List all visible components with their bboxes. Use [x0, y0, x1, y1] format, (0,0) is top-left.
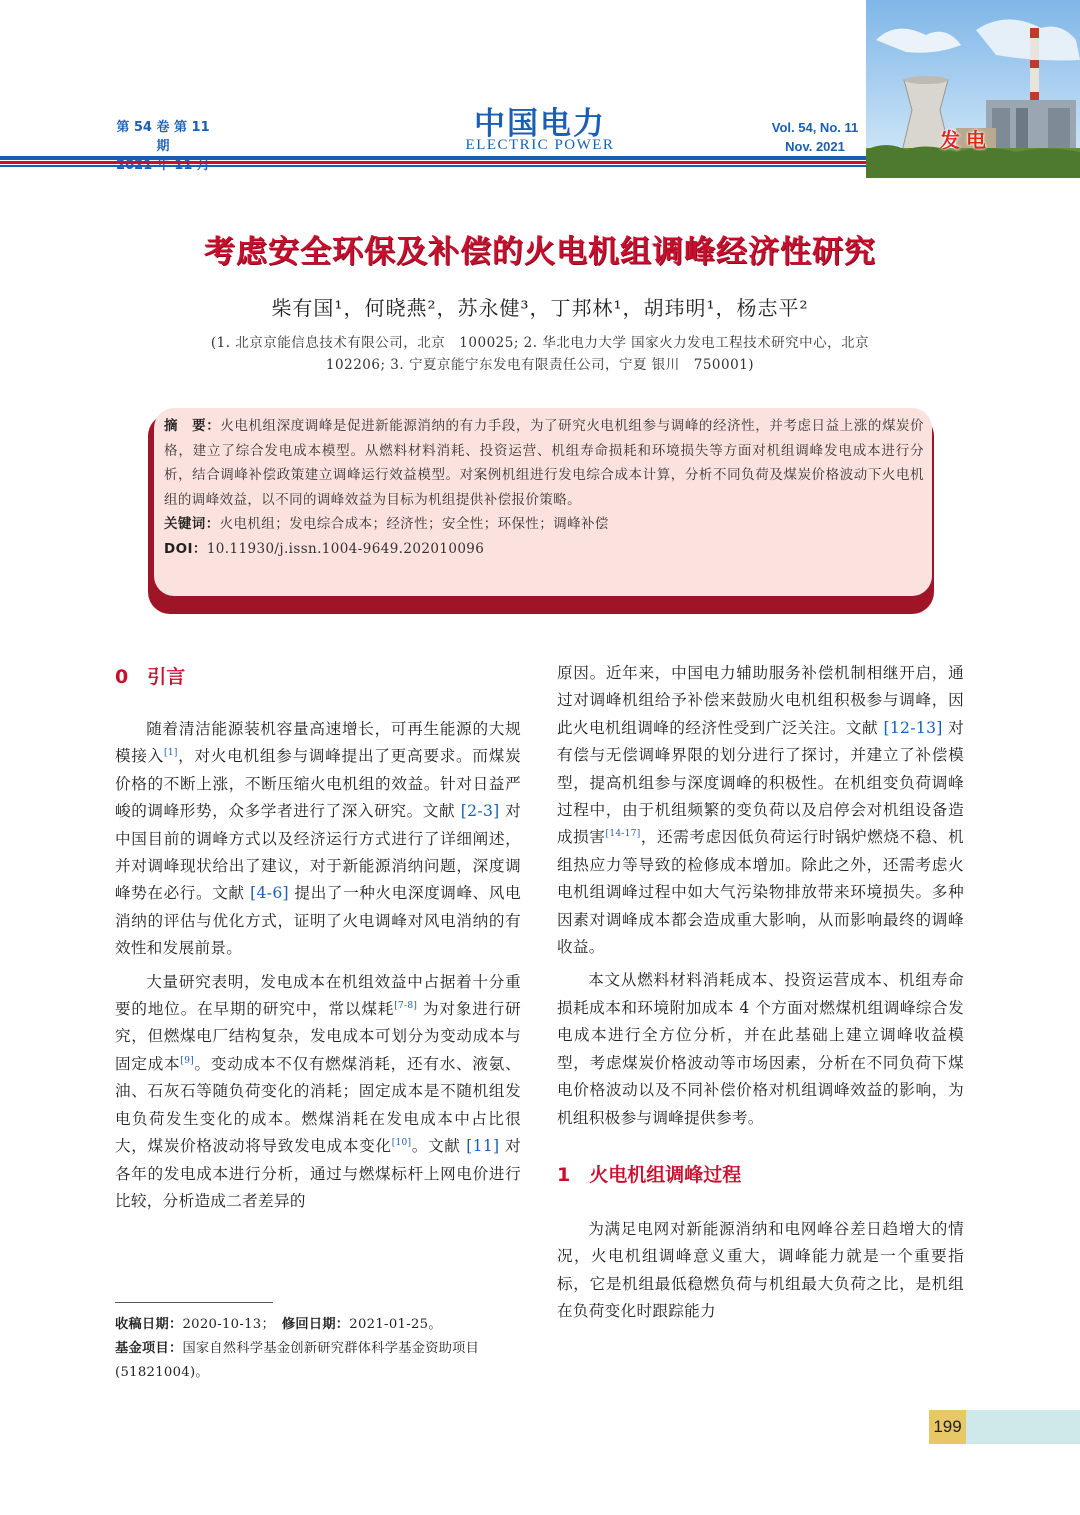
received-label: 收稿日期：: [115, 1317, 183, 1332]
header-rule-red: [0, 161, 866, 164]
paper-title: 考虑安全环保及补偿的火电机组调峰经济性研究: [204, 234, 876, 270]
affiliation-line: 102206; 3. 宁夏京能宁东发电有限责任公司，宁夏 银川 750001): [325, 357, 755, 373]
text-run: 原因。近年来，中国电力辅助服务补偿机制相继开启，通过对调峰机组给予补偿来鼓励火电机组积极参与调峰，因此火电机组调峰的经济性受到广泛关注。文献: [557, 664, 964, 737]
paragraph: [115, 969, 521, 1216]
author-list: 柴有国¹，何晓燕²，苏永健³，丁邦林¹，胡玮明¹，杨志平²: [271, 296, 809, 320]
doi: [164, 537, 924, 562]
paragraph: 本文从燃料材料消耗成本、投资运营成本、机组寿命损耗成本和环境附加成本 4 个方面对燃煤机组调峰综合发电成本进行全方位分析，并在此基础上建立调峰收益模型，考虑煤炭价格波动等市场因素，分析在不同负荷下煤电价格波动以及不同补偿价格对机组调峰效益的影响，为机组积极参与调峰提供参考。: [557, 971, 964, 1127]
paragraph: 为满足电网对新能源消纳和电网峰谷差日趋增大的情况，火电机组调峰意义重大，调峰能力就是一个重要指标，它是机组最低稳燃负荷与机组最大负荷之比，是机组在负荷变化时跟踪能力: [557, 1219, 964, 1321]
funding-label: 基金项目：: [115, 1341, 183, 1356]
citation-link[interactable]: [7-8]: [394, 1000, 418, 1011]
text-run: 大量研究表明，发电成本在机组效益中占据着十分重要的地位。在早期的研究中，常以煤耗: [115, 972, 521, 1019]
footnote: [115, 1313, 521, 1385]
citation-link[interactable]: [11]: [466, 1137, 500, 1156]
keywords: [164, 512, 924, 537]
abstract-label: 摘 要：: [164, 418, 221, 434]
citation-link[interactable]: [1]: [164, 748, 178, 759]
text-run: 。文献: [411, 1137, 467, 1156]
header-rule-blue-thin: [0, 165, 866, 167]
funding: [115, 1337, 521, 1385]
journal-title-cn: 中国电力: [474, 106, 606, 142]
abstract-body: [164, 414, 924, 512]
text-run: 对中国目前的调峰方式以及经济运行方式进行了详细阐述，并对调峰现状给出了建议，对于新能源消纳问题，深度调峰势在必行。文献: [115, 802, 522, 903]
funding-text: 国家自然科学基金创新研究群体科学基金资助项目 (51821004)。: [115, 1341, 480, 1380]
paragraph: [557, 660, 964, 961]
affiliations: [140, 332, 940, 376]
revised-label: 修回日期：: [281, 1317, 350, 1332]
footnote-rule: [115, 1302, 273, 1303]
doi-link[interactable]: 10.11930/j.issn.1004-9649.202010096: [206, 540, 485, 557]
text-run: ，还需考虑因低负荷运行时锅炉燃烧不稳、机组热应力等导致的检修成本增加。除此之外，还需考虑火电机组调峰过程中如大气污染物排放带来环境损失。多种因素对调峰成本都会造成重大影响，从而影响最终的调峰收益。: [557, 828, 964, 957]
revised-date: 2021-01-25。: [349, 1317, 442, 1332]
citation-link[interactable]: [12-13]: [883, 718, 943, 737]
text-run: 为对象进行研究，但燃煤电厂结构复杂，发电成本可划分为变动成本与固定成本: [115, 1000, 521, 1073]
section-heading-1: 1 火电机组调峰过程: [557, 1163, 742, 1186]
received-date: 2020-10-13；: [182, 1317, 269, 1332]
page-number-bar: [966, 1410, 1080, 1444]
text-run: 对各年的发电成本进行分析，通过与燃煤标杆上网电价进行比较，分析造成二者差异的: [115, 1137, 521, 1210]
section-tag: 发电: [940, 128, 992, 152]
citation-link[interactable]: [14-17]: [605, 829, 641, 840]
page-number: 199: [929, 1410, 966, 1444]
keywords-label: 关键词：: [164, 516, 220, 532]
volume-issue-en: [760, 118, 870, 156]
date-en: Nov. 2021: [785, 139, 845, 154]
paragraph: [115, 716, 521, 963]
citation-link[interactable]: [2-3]: [460, 802, 500, 821]
citation-link[interactable]: [4-6]: [250, 884, 289, 903]
text-run: 。变动成本不仅有燃煤消耗，还有水、液氨、油、石灰石等随负荷变化的消耗；固定成本是不随机组发电负荷发生变化的成本。燃煤消耗在发电成本中占比很大，煤炭价格波动将导致发电成本变化: [115, 1054, 521, 1156]
volume-cn: 第 54 卷 第 11 期: [116, 120, 210, 154]
right-column: [557, 660, 964, 1326]
citation-link[interactable]: [9]: [180, 1055, 195, 1066]
journal-title-en: ELECTRIC POWER: [465, 137, 615, 153]
abstract-text: 火电机组深度调峰是促进新能源消纳的有力手段，为了研究火电机组参与调峰的经济性，并考虑日益上涨的煤炭价格，建立了综合发电成本模型。从燃料材料消耗、投资运营、机组寿命损耗和环境损失等方面对机组调峰发电成本进行分析，结合调峰补偿政策建立调峰运行效益模型。对案例机组进行发电综合成本计算，分析不同负荷及煤炭价格波动下火电机组的调峰效益，以不同的调峰效益为目标为机组提供补偿报价策略。: [164, 418, 924, 508]
keywords-text: 火电机组；发电综合成本；经济性；安全性；环保性；调峰补偿: [219, 516, 609, 532]
abstract: [164, 414, 924, 561]
section-heading-intro: 0 引言: [115, 666, 186, 688]
text-run: 随着清洁能源装机容量高速增长，可再生能源的大规模接入: [115, 720, 521, 766]
text-run: 提出了一种火电深度调峰、风电消纳的评估与优化方式，证明了火电调峰对风电消纳的有效性和发展前景。: [115, 884, 521, 958]
citation-link[interactable]: [10]: [391, 1137, 412, 1148]
affiliation-line: (1. 北京京能信息技术有限公司，北京 100025; 2. 华北电力大学 国家火力发电工程技术研究中心，北京: [210, 335, 870, 351]
received-dates: [115, 1313, 521, 1337]
header-rule-blue: [0, 156, 866, 160]
volume-en: Vol. 54, No. 11: [771, 120, 859, 135]
text-run: ，对火电机组参与调峰提出了更高要求。而煤炭价格的不断上涨，不断压缩火电机组的效益。针对日益严峻的调峰形势，众多学者进行了深入研究。文献: [115, 747, 521, 821]
text-run: 对有偿与无偿调峰界限的划分进行了探讨，并建立了补偿模型，提高机组参与深度调峰的积极性。在机组变负荷调峰过程中，由于机组频繁的变负荷以及启停会对机组设备造成损害: [557, 718, 964, 847]
doi-label: DOI：: [164, 540, 207, 557]
